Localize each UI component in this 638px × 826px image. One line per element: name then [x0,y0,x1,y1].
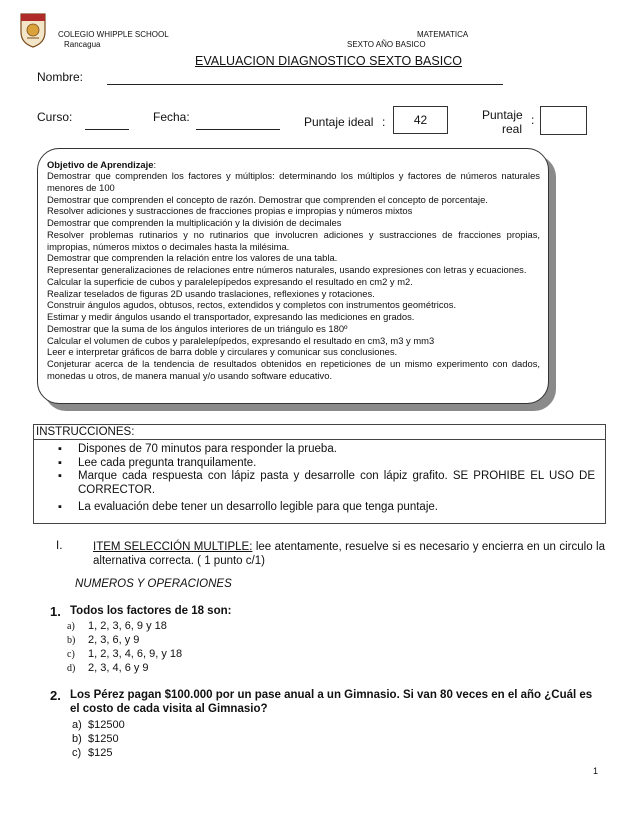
section-subheading: NUMEROS Y OPERACIONES [75,578,232,590]
instruction-item: ▪ La evaluación debe tener un desarrollo legible para que tenga puntaje. [78,501,595,515]
section-instructions [93,540,605,568]
instructions-box [33,424,606,524]
objective-9: Realizar teselados de figuras 2D usando traslaciones, reflexiones y rotaciones. [47,287,375,299]
nombre-label: Nombre: [37,70,84,84]
q2-option-c[interactable]: $125 [88,747,113,759]
school-name: COLEGIO WHIPPLE SCHOOL [58,30,169,39]
instruction-item: ▪ Lee cada pregunta tranquilamente. [78,457,595,471]
puntaje-real-colon: : [531,113,535,127]
subject-label: MATEMATICA [417,30,469,39]
q1-option-c-letter: c) [67,649,75,660]
q2-option-a[interactable]: $12500 [88,719,125,731]
curso-label: Curso: [37,110,73,124]
page-number: 1 [593,766,599,776]
q2-option-b[interactable]: $1250 [88,733,119,745]
q1-option-d[interactable]: 2, 3, 4, 6 y 9 [88,662,149,674]
objective-1: Demostrar que comprenden los factores y múltiplos: determinando los múltiplos y factores de números naturales menores de 100 [47,170,540,193]
objective-13: Calcular el volumen de cubos y paralelepípedos, expresando el resultado en cm3, m3 y mm3 [47,334,435,346]
q2-option-b-letter: b) [72,733,82,745]
objectives-heading: Objetivo de Aprendizaje: [47,159,157,170]
objective-6: Demostrar que comprenden la relación entre los valores de una tabla. [47,252,338,264]
puntaje-real-box[interactable] [540,106,587,135]
puntaje-ideal-box [393,106,448,134]
objective-12: Demostrar que la suma de los ángulos interiores de un triángulo es 180º [47,322,348,334]
fecha-label: Fecha: [153,110,190,124]
q2-option-c-letter: c) [72,747,82,759]
objective-2: Demostrar que comprenden el concepto de razón. Demostrar que comprenden el concepto de porcentaje. [47,193,488,205]
curso-line[interactable] [85,129,129,130]
puntaje-real-label: Puntaje [482,108,523,122]
objective-15: Conjeturar acerca de la tendencia de resultados obtenidos en repeticiones de un mismo experimento con dados, monedas u otros, de manera manual y/o usando software educativo. [47,358,540,381]
section-rest: lee atentamente, resuelve si es necesario y encierra en un circulo la alternativa correcta. ( 1 punto c/1) [93,541,605,567]
objectives-box [37,148,549,404]
objective-11: Estimar y medir ángulos usando el transportador, expresando las mediciones en grados. [47,311,415,322]
puntaje-real-label-2: real [502,122,523,136]
section-title: ITEM SELECCIÓN MULTIPLE: [93,541,253,553]
instructions-heading: INSTRUCCIONES: [34,425,605,440]
instruction-item: ▪ Marque cada respuesta con lápiz pasta y desarrolle con lápiz grafito. SE PROHIBE EL USO DE CORRECTOR. [78,470,595,497]
objective-14: Leer e interpretar gráficos de barra doble y circulares y comunicar sus conclusiones. [47,346,398,358]
school-logo [19,12,47,48]
question-2-text-line2: el costo de cada visita al Gimnasio? [70,703,268,715]
q1-option-d-letter: d) [67,663,76,674]
instructions-list [34,443,605,515]
page-title: EVALUACION DIAGNOSTICO SEXTO BASICO [195,54,462,68]
fecha-line[interactable] [196,129,280,130]
level-label: SEXTO AÑO BASICO [347,40,426,49]
objective-8: Calcular la superficie de cubos y paralelepípedos expresando el resultado en cm2 y m2. [47,275,413,287]
school-city: Rancagua [64,40,101,49]
q2-option-a-letter: a) [72,719,82,731]
objective-4: Demostrar que comprenden la multiplicación y la división de decimales [47,217,342,228]
section-numeral: I. [56,540,63,552]
question-1-number: 1. [50,604,61,619]
q1-option-b[interactable]: 2, 3, 6, y 9 [88,634,140,646]
question-1-text: Todos los factores de 18 son: [70,605,232,617]
q1-option-a[interactable]: 1, 2, 3, 6, 9 y 18 [88,620,167,632]
question-2-text-line1: Los Pérez pagan $100.000 por un pase anual a un Gimnasio. Si van 80 veces en el año ¿Cuál es [70,689,593,701]
objective-10: Construir ángulos agudos, obtusos, rectos, extendidos y completos con instrumentos geométricos. [47,299,457,311]
objective-7: Representar generalizaciones de relaciones entre números naturales, usando expresiones con letras y ecuaciones. [47,264,527,275]
instruction-item: ▪ Dispones de 70 minutos para responder la prueba. [78,443,595,457]
q1-option-a-letter: a) [67,621,75,632]
nombre-line[interactable] [107,84,503,85]
objective-5: Resolver problemas rutinarios y no rutinarios que involucren adiciones y sustracciones de fracciones propias, impropias, números mixtos o decimales hasta la milésima. [47,228,540,252]
school-shield-icon [19,12,47,48]
puntaje-ideal-value: 42 [413,113,428,127]
puntaje-ideal-label: Puntaje ideal [304,115,374,129]
puntaje-ideal-colon: : [382,115,386,129]
objective-3: Resolver adiciones y sustracciones de fracciones propias e impropias y números mixtos [47,205,413,217]
q1-option-b-letter: b) [67,635,76,646]
question-2-number: 2. [50,688,61,703]
q1-option-c[interactable]: 1, 2, 3, 4, 6, 9, y 18 [88,648,183,660]
